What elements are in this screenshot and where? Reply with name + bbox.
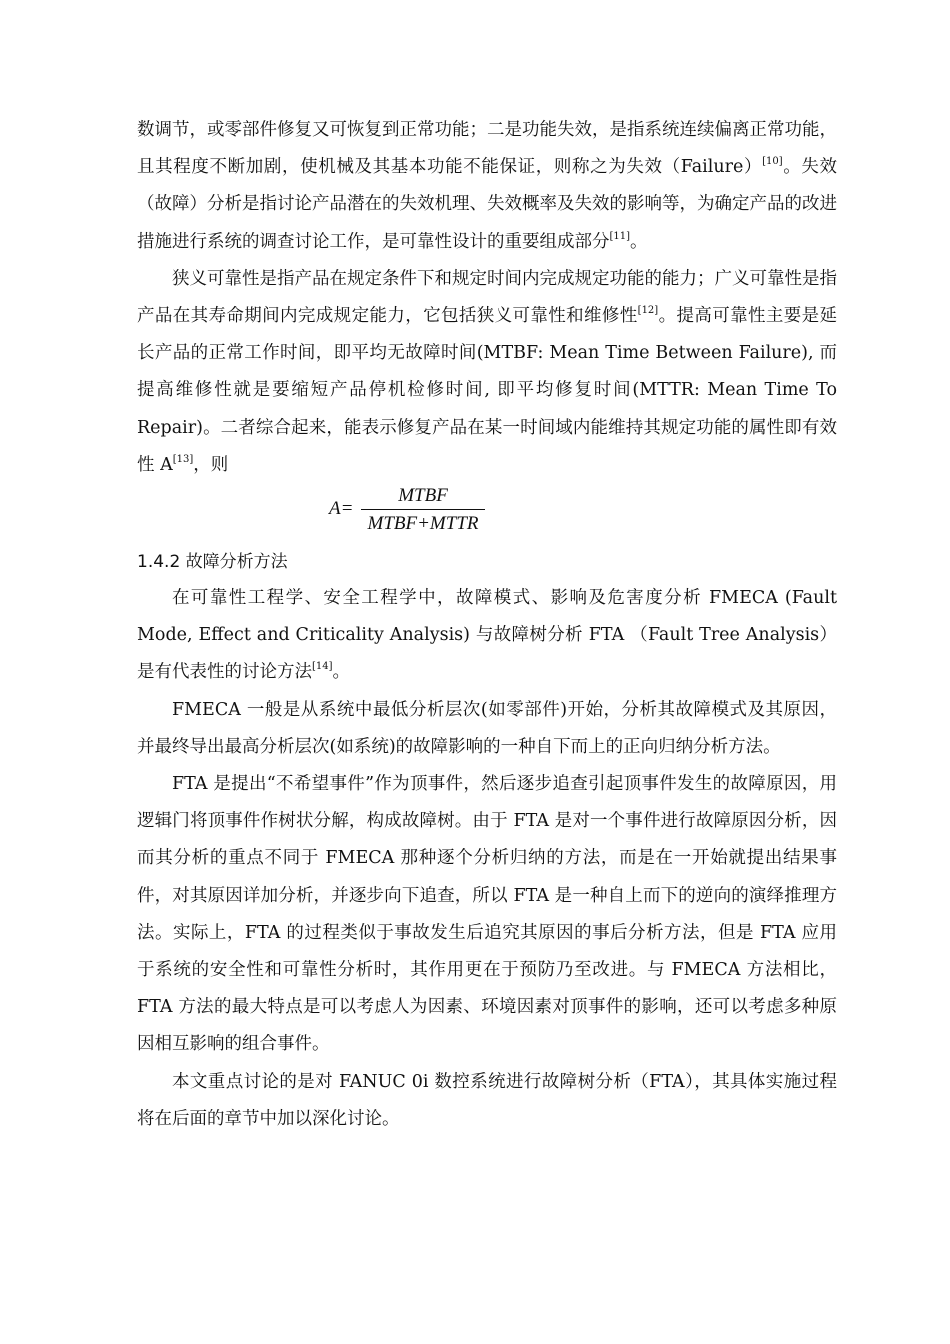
text-run: 在可靠性工程学、安全工程学中，故障模式、影响及危害度分析 FMECA (Fault Mode, Effect and Criticality Analysis) 与故障树分析 FTA （Fault Tree Analysis）是有代表性的讨论方法 (137, 588, 837, 683)
fraction-bar (361, 509, 485, 510)
paragraph-fmeca: FMECA 一般是从系统中最低分析层次(如零部件)开始，分析其故障模式及其原因，并最终导出最高分析层次(如系统)的故障影响的一种自下而上的正向归纳分析方法。 (137, 699, 837, 757)
paragraph-reliability (137, 261, 837, 484)
text-run: ，则 (193, 454, 229, 475)
citation-13: [13] (172, 453, 194, 465)
paragraph-fta: FTA 是提出“不希望事件”作为顶事件，然后逐步追查引起顶事件发生的故障原因，用逻辑门将顶事件作树状分解，构成故障树。由于 FTA 是对一个事件进行故障原因分析，因而其分析的重点不同于 FMECA 那种逐个分析归纳的方法，而是在一开始就提出结果事件，对其原因详加分析，并逐步向下追查，所以 FTA 是一种自上而下的逆向的演绎推理方法。实际上，FTA 的过程类似于事故发生后追究其原因的事后分析方法，但是 FTA 应用于系统的安全性和可靠性分析时，其作用更在于预防乃至改进。与 FMECA 方法相比，FTA 方法的最大特点是可以考虑人为因素、环境因素对顶事件的影响，还可以考虑多种原因相互影响的组合事件。 (137, 774, 837, 1055)
text-run: 狭义可靠性是指产品在规定条件下和规定时间内完成规定功能的能力；广义可靠性是指产品在其寿命期间内完成规定能力，它包括狭义可靠性和维修性 (137, 268, 837, 327)
text-run: 。 (630, 231, 648, 252)
citation-11: [11] (609, 230, 631, 242)
paragraph-methods (137, 580, 837, 692)
text-run: 数调节，或零部件修复又可恢复到正常功能；二是功能失效，是指系统连续偏离正常功能，且其程度不断加剧，使机械及其基本功能不能保证，则称之为失效（Failure） (137, 120, 837, 178)
citation-14: [14] (312, 661, 333, 673)
paragraph-failure-definition (137, 112, 837, 261)
text-run: 。提高可靠性主要是延长产品的正常工作时间，即平均无故障时间(MTBF: Mean Time Between Failure), 而提高维修性就是要缩短产品停机检修时间, 即平均修复时间(MTTR: Mean Time To Repair)。二者综合起来，能表示修复产品在某一时间域内能维持其规定功能的属性即有效性 A (137, 306, 838, 475)
citation-12: [12] (637, 305, 659, 317)
formula-lhs: A= (329, 498, 354, 520)
formula-numerator: MTBF (398, 485, 448, 507)
formula-denominator: MTBF+MTTR (367, 513, 479, 535)
citation-10: [10] (762, 156, 783, 168)
page-content (137, 112, 837, 1138)
text-run: 。 (332, 662, 351, 683)
availability-formula (137, 484, 837, 544)
formula-fraction (361, 484, 485, 536)
section-heading: 1.4.2 故障分析方法 (137, 552, 288, 573)
paragraph-focus: 本文重点讨论的是对 FANUC 0i 数控系统进行故障树分析（FTA），其具体实施过程将在后面的章节中加以深化讨论。 (137, 1071, 837, 1129)
text-run: 。失效（故障）分析是指讨论产品潜在的失效机理、失效概率及失效的影响等，为确定产品的改进措施进行系统的调查讨论工作，是可靠性设计的重要组成部分 (137, 157, 838, 252)
